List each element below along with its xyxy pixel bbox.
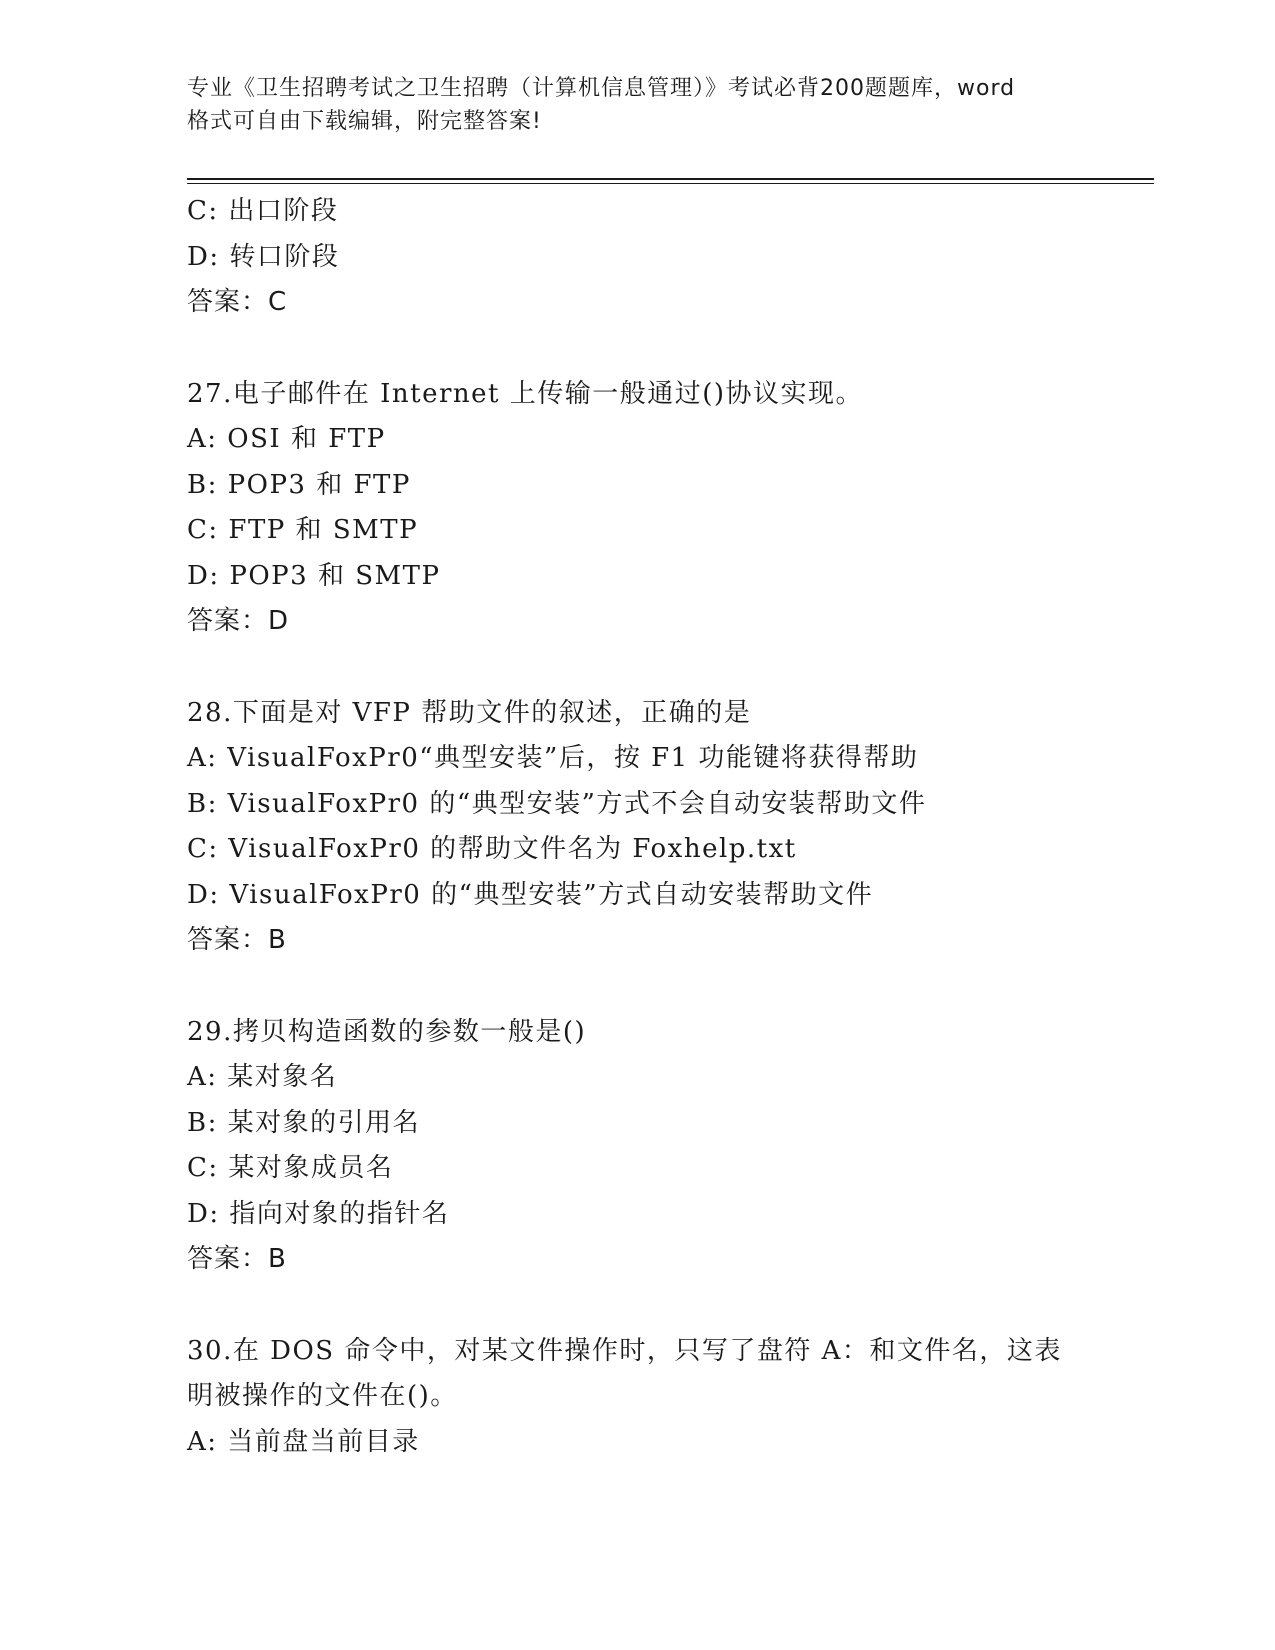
answer-line: 答案：B: [187, 1244, 287, 1274]
header-rule-thick: [187, 178, 1154, 180]
question-30: [187, 1329, 1087, 1466]
question-text: 27.电子邮件在 Internet 上传输一般通过()协议实现。: [187, 378, 864, 409]
spacer: [187, 326, 1087, 372]
question-text: 29.拷贝构造函数的参数一般是(): [187, 1016, 587, 1047]
option-b: B: 某对象的引用名: [187, 1107, 421, 1138]
header-line-2: 格式可自由下载编辑，附完整答案!: [187, 109, 542, 134]
question-text-line-2: 明被操作的文件在()。: [187, 1381, 458, 1411]
option-b: B: POP3 和 FTP: [187, 469, 411, 500]
question-text: 28.下面是对 VFP 帮助文件的叙述，正确的是: [187, 697, 752, 728]
question-28: [187, 691, 1087, 964]
option-a: A: 当前盘当前目录: [187, 1426, 420, 1457]
question-text-line-1: 30.在 DOS 命令中，对某文件操作时，只写了盘符 A：和文件名，这表: [187, 1335, 1062, 1366]
question-26-tail: [187, 189, 1087, 326]
spacer: [187, 964, 1087, 1010]
spacer: [187, 645, 1087, 691]
question-27: [187, 372, 1087, 645]
option-d: D: 指向对象的指针名: [187, 1198, 450, 1229]
question-list: [187, 189, 1087, 1465]
option-d: D: POP3 和 SMTP: [187, 560, 441, 591]
header-line-1: 专业《卫生招聘考试之卫生招聘（计算机信息管理）》考试必背200题题库，word: [187, 76, 1016, 101]
answer-line: 答案：C: [187, 287, 288, 317]
option-b: B: VisualFoxPr0 的“典型安装”方式不会自动安装帮助文件: [187, 788, 927, 819]
option-d: D: VisualFoxPr0 的“典型安装”方式自动安装帮助文件: [187, 879, 874, 910]
spacer: [187, 1283, 1087, 1329]
option-c: C: 出口阶段: [187, 196, 339, 226]
answer-line: 答案：B: [187, 925, 287, 955]
question-29: [187, 1010, 1087, 1283]
option-c: C: VisualFoxPr0 的帮助文件名为 Foxhelp.txt: [187, 834, 797, 864]
answer-line: 答案：D: [187, 606, 290, 636]
document-header: [187, 72, 1087, 138]
option-c: C: FTP 和 SMTP: [187, 515, 419, 545]
option-d: D: 转口阶段: [187, 241, 340, 272]
option-a: A: OSI 和 FTP: [187, 424, 386, 454]
option-c: C: 某对象成员名: [187, 1153, 394, 1183]
header-rule-thin: [187, 183, 1154, 184]
option-a: A: VisualFoxPr0“典型安装”后，按 F1 功能键将获得帮助: [187, 743, 919, 773]
option-a: A: 某对象名: [187, 1062, 338, 1092]
